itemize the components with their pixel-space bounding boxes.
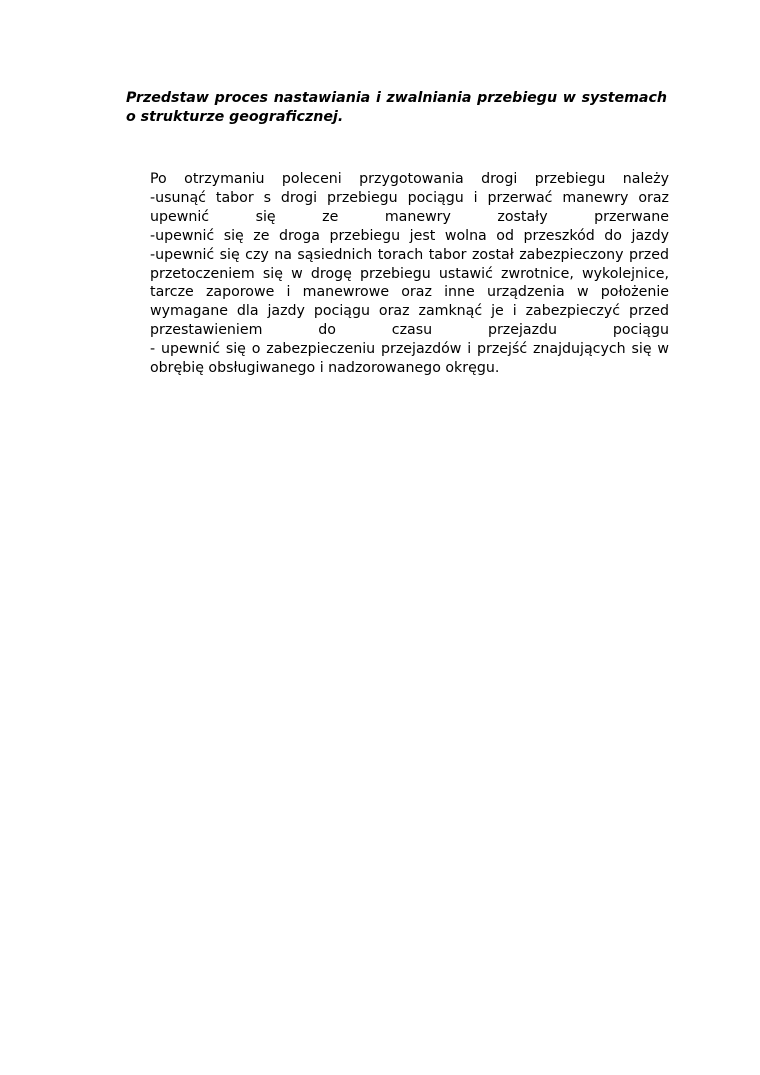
question-line: Przedstaw proces nastawiania i zwalniania przebiegu w systemach: [126, 90, 667, 106]
answer-paragraph: [150, 170, 669, 378]
answer-line: Po otrzymaniu poleceni przygotowania drogi przebiegu należy: [150, 171, 669, 187]
answer-line: wymagane dla jazdy pociągu oraz zamknąć je i zabezpieczyć przed: [150, 303, 669, 320]
question-heading: [126, 89, 667, 127]
answer-line: -upewnić się ze droga przebiegu jest wolna od przeszkód do jazdy: [150, 227, 669, 244]
answer-line: - upewnić się o zabezpieczeniu przejazdów i przejść znajdujących się w: [150, 341, 669, 358]
answer-line: -upewnić się czy na sąsiednich torach tabor został zabezpieczony przed: [150, 246, 669, 263]
answer-line: przestawieniem do czasu przejazdu pociągu: [150, 322, 669, 339]
answer-line: przetoczeniem się w drogę przebiegu ustawić zwrotnice, wykolejnice,: [150, 265, 669, 282]
answer-line: tarcze zaporowe i manewrowe oraz inne urządzenia w położenie: [150, 284, 669, 301]
question-line: o strukturze geograficznej.: [126, 109, 344, 125]
answer-line: -usunąć tabor s drogi przebiegu pociągu i przerwać manewry oraz: [150, 189, 669, 206]
answer-line: upewnić się ze manewry zostały przerwane: [150, 208, 669, 225]
answer-line: obrębię obsługiwanego i nadzorowanego okręgu.: [150, 360, 500, 377]
